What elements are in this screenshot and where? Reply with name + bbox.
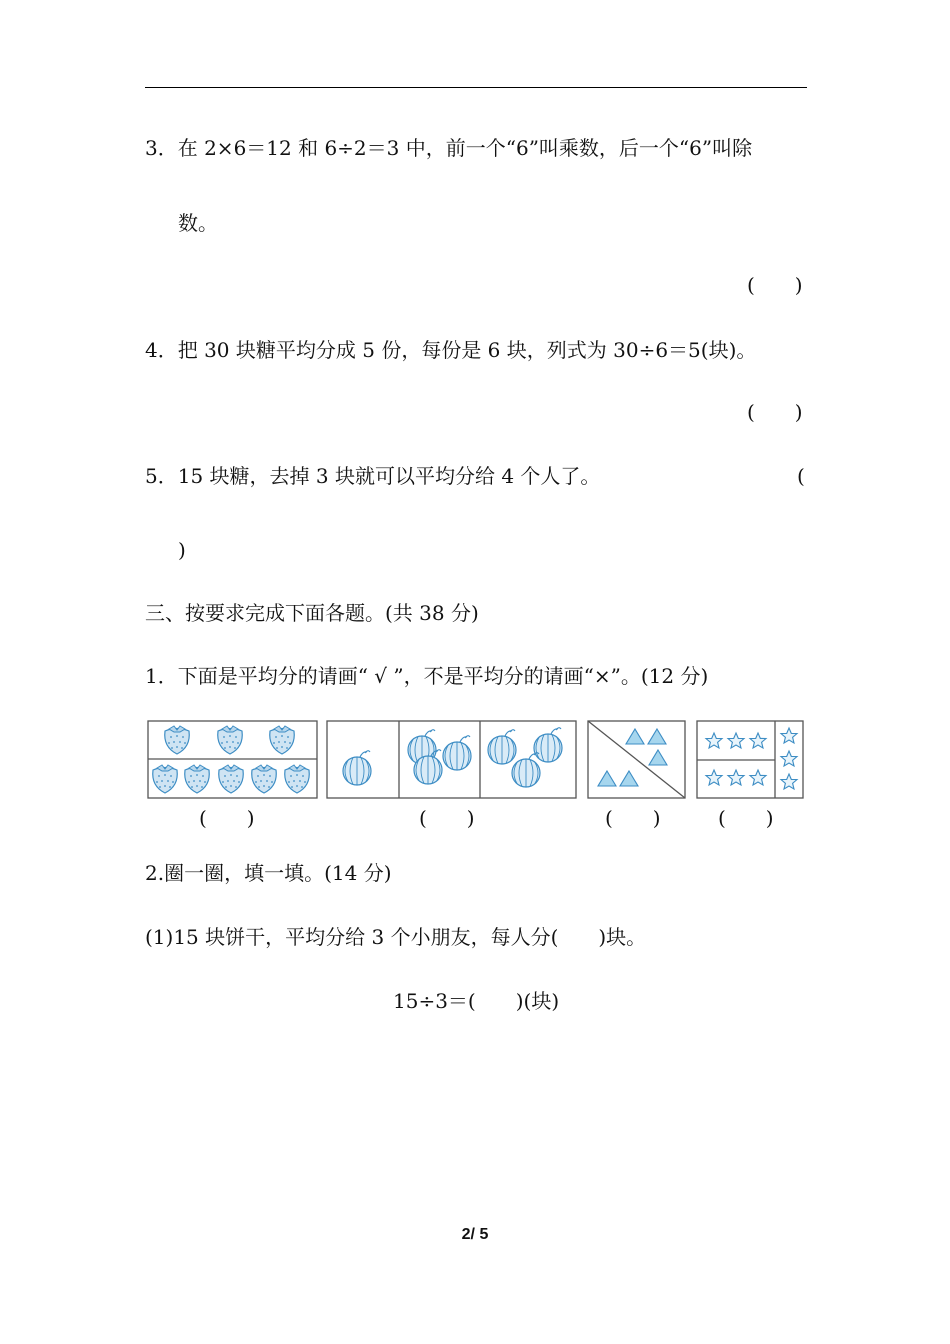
section-3-question-1-title: 1．下面是平均分的请画“ √ ”，不是平均分的请画“×”。(12 分) — [145, 664, 709, 688]
question-3-line-1: 3．在 2×6＝12 和 6÷2＝3 中，前一个“6”叫乘数，后一个“6”叫除 — [145, 136, 753, 160]
question-5-line: 5．15 块糖，去掉 3 块就可以平均分给 4 个人了。 — [145, 464, 601, 488]
figure-triangles — [587, 720, 687, 800]
question-3-answer-blank[interactable]: ( ) — [747, 273, 803, 297]
question-3-line-2: 数。 — [178, 211, 218, 235]
question-5-answer-close: ) — [178, 538, 186, 562]
section-3-title: 三、按要求完成下面各题。(共 38 分) — [145, 601, 479, 625]
figure-strawberries — [147, 720, 319, 800]
division-equation: 15÷3＝( )(块) — [393, 989, 560, 1013]
page-number: 2/ 5 — [461, 1226, 489, 1243]
figure-2-answer-blank[interactable]: ( ) — [419, 806, 475, 830]
question-4-answer-blank[interactable]: ( ) — [747, 400, 803, 424]
figure-watermelons — [326, 720, 578, 800]
header-rule — [145, 87, 807, 88]
figure-1-answer-blank[interactable]: ( ) — [199, 806, 255, 830]
section-3-question-2-part-1: (1)15 块饼干，平均分给 3 个小朋友，每人分( )块。 — [145, 925, 647, 949]
question-5-answer-open[interactable]: ( — [797, 464, 805, 488]
figure-4-answer-blank[interactable]: ( ) — [718, 806, 774, 830]
figure-3-answer-blank[interactable]: ( ) — [605, 806, 661, 830]
figure-stars — [696, 720, 806, 800]
question-4-line: 4．把 30 块糖平均分成 5 份，每份是 6 块，列式为 30÷6＝5(块)。 — [145, 338, 757, 362]
section-3-question-2-title: 2.圈一圈，填一填。(14 分) — [145, 861, 392, 885]
